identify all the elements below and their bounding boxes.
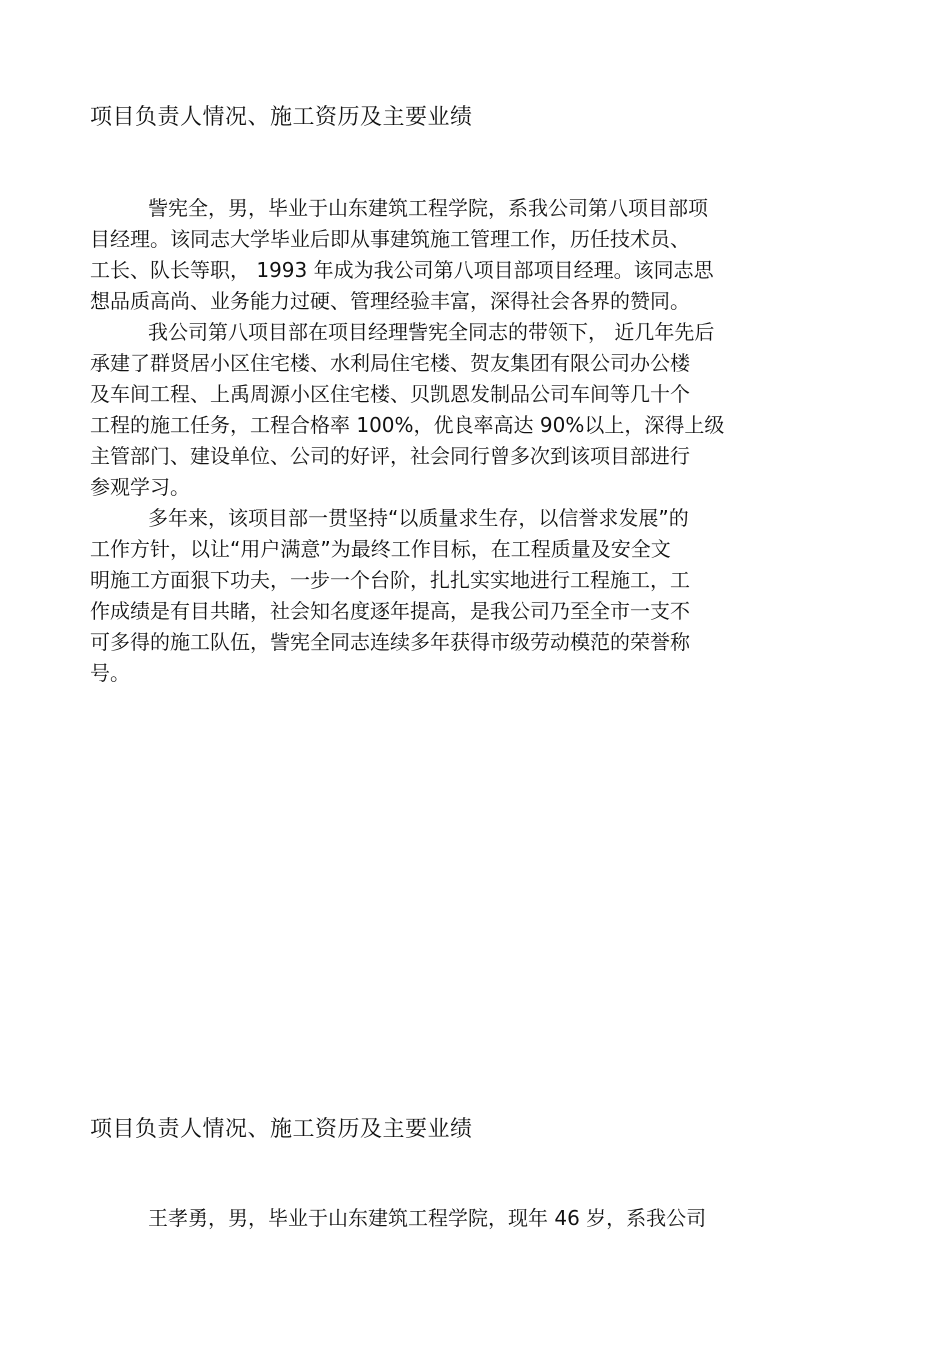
paragraph-line: 工长、队长等职， 1993 年成为我公司第八项目部项目经理。该同志思 bbox=[90, 258, 714, 282]
paragraph-line: 工作方针，以让“用户满意”为最终工作目标，在工程质量及安全文 bbox=[90, 537, 671, 561]
section-heading: 项目负责人情况、施工资历及主要业绩 bbox=[90, 105, 473, 130]
paragraph-line: 号。 bbox=[90, 661, 130, 685]
paragraph-line: 明施工方面狠下功夫，一步一个台阶，扎扎实实地进行工程施工，工 bbox=[90, 568, 690, 592]
section-body bbox=[90, 1203, 860, 1234]
paragraph-line: 主管部门、建设单位、公司的好评，社会同行曾多次到该项目部进行 bbox=[90, 444, 690, 468]
section-heading: 项目负责人情况、施工资历及主要业绩 bbox=[90, 1117, 473, 1142]
paragraph-line: 訾宪全，男，毕业于山东建筑工程学院，系我公司第八项目部项 bbox=[148, 196, 708, 220]
paragraph-line: 想品质高尚、业务能力过硬、管理经验丰富，深得社会各界的赞同。 bbox=[90, 289, 690, 313]
paragraph-line: 及车间工程、上禹周源小区住宅楼、贝凯恩发制品公司车间等几十个 bbox=[90, 382, 690, 406]
paragraph-line: 参观学习。 bbox=[90, 475, 190, 499]
section-body bbox=[90, 193, 860, 689]
paragraph-line: 可多得的施工队伍，訾宪全同志连续多年获得市级劳动模范的荣誉称 bbox=[90, 630, 690, 654]
paragraph-line: 多年来，该项目部一贯坚持“以质量求生存，以信誉求发展”的 bbox=[148, 506, 689, 530]
paragraph-line: 目经理。该同志大学毕业后即从事建筑施工管理工作，历任技术员、 bbox=[90, 227, 690, 251]
paragraph-line: 承建了群贤居小区住宅楼、水利局住宅楼、贺友集团有限公司办公楼 bbox=[90, 351, 690, 375]
paragraph-line: 王孝勇，男，毕业于山东建筑工程学院，现年 46 岁，系我公司 bbox=[148, 1206, 707, 1230]
paragraph-line: 我公司第八项目部在项目经理訾宪全同志的带领下， 近几年先后 bbox=[148, 320, 715, 344]
paragraph-line: 作成绩是有目共睹，社会知名度逐年提高，是我公司乃至全市一支不 bbox=[90, 599, 690, 623]
paragraph-line: 工程的施工任务，工程合格率 100%，优良率高达 90%以上，深得上级 bbox=[90, 413, 725, 437]
